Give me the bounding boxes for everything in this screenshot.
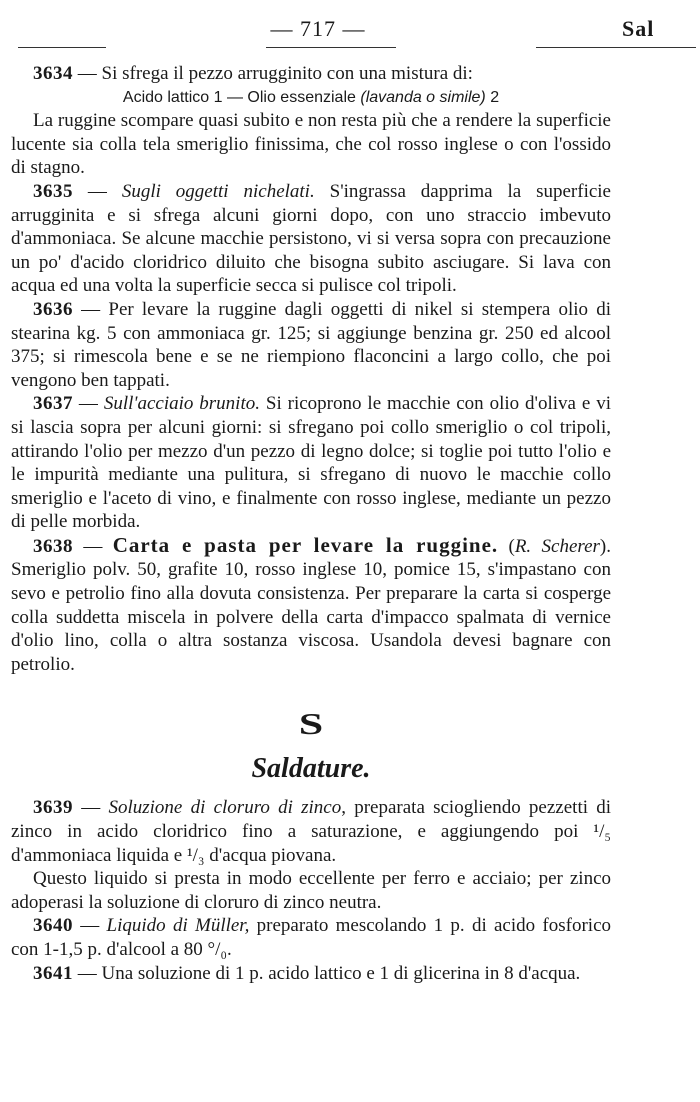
header-rule bbox=[536, 47, 696, 48]
entry-3635 bbox=[11, 180, 611, 298]
header-rule bbox=[18, 47, 106, 48]
page-number: — 717 — bbox=[270, 16, 366, 41]
entry-text: Si ricoprono le macchie con olio d'oliva e vi si lascia sopra per alcuni giorni: si sfregano poi collo smeriglio o col tripoli, attirando l'olio per mezzo d'un pezzo di legno dolce; si toglie poi tutto l'olio e le impurità mediante una pulitura, si sfregano di nuovo le macchie collo smeriglio e l'aceto di vino, e finalmente con rosso inglese, mediante un pezzo di pelle morbida. bbox=[11, 393, 611, 533]
entry-number: 3638 bbox=[33, 535, 73, 557]
entry-number: 3640 bbox=[33, 915, 73, 937]
section-letter: S bbox=[298, 706, 324, 742]
entry-number: 3636 bbox=[33, 298, 73, 320]
recipe-text: 2 bbox=[485, 88, 500, 106]
entry-3637 bbox=[11, 392, 611, 534]
entry-dash: — bbox=[73, 298, 109, 320]
entry-text: Per levare la ruggine dagli oggetti di nikel si stempera olio di stearina kg. 5 con ammoniaca gr. 125; si aggiunge benzina gr. 250 ed alcool 375; si rimescola bene e se ne riempiono flaconcini a largo collo, che poi vengono ben tappati. bbox=[11, 298, 611, 391]
entry-title: Soluzione di cloruro di zinco bbox=[108, 797, 342, 819]
entry-3638 bbox=[11, 534, 611, 677]
recipe-note: (lavanda o simile) bbox=[360, 88, 486, 106]
entry-text: preparato mescolando 1 p. di acido fosforico con 1-1,5 p. d'alcool a 80 °/₀. bbox=[11, 915, 612, 960]
page-header bbox=[16, 16, 655, 52]
entry-3634-body: La ruggine scompare quasi subito e non resta più che a rendere la superficie lucente sia colla tela smeriglio finissima, che col rosso inglese o con l'ossido di stagno. bbox=[11, 110, 611, 179]
entry-dash: — bbox=[73, 797, 109, 819]
entry-dash: — bbox=[73, 63, 102, 84]
entry-number: 3637 bbox=[33, 393, 73, 415]
entry-author: R. Scherer bbox=[514, 535, 600, 557]
entry-title: Sull'acciaio brunito. bbox=[103, 393, 260, 415]
entry-dash: — bbox=[73, 962, 102, 984]
entry-dash: — bbox=[73, 535, 113, 557]
running-head: Sal bbox=[622, 16, 655, 41]
section-title: Saldature. bbox=[251, 753, 371, 785]
recipe-line bbox=[11, 86, 611, 110]
recipe-text: Acido lattico 1 — Olio essenziale bbox=[122, 88, 361, 106]
entry-text: Smeriglio polv. 50, grafite 10, rosso inglese 10, pomice 15, s'impastano con sevo e petrolio fino alla dovuta consistenza. Per preparare la carta si cosperge colla suddetta miscela in polvere della carta d'impacco spalmata di vernice d'olio lino, colla o altra sostanza viscosa. Usandola devesi bagnare con petrolio. bbox=[11, 559, 611, 675]
entry-number: 3635 bbox=[33, 180, 73, 202]
entry-text: Una soluzione di 1 p. acido lattico e 1 di glicerina in 8 d'acqua. bbox=[101, 962, 581, 984]
entry-text: Si sfrega il pezzo arrugginito con una mistura di: bbox=[101, 63, 473, 84]
entry-number: 3641 bbox=[33, 962, 73, 984]
author-paren: ). bbox=[599, 535, 611, 557]
page-body bbox=[11, 62, 611, 985]
entry-title: Liquido di Müller, bbox=[106, 915, 250, 937]
entry-3634 bbox=[11, 62, 611, 86]
author-paren: ( bbox=[498, 535, 515, 557]
entry-3639 bbox=[11, 796, 611, 867]
entry-title: Sugli oggetti nichelati. bbox=[121, 180, 315, 202]
entry-dash: — bbox=[73, 915, 107, 937]
entry-3639-body: Questo liquido si presta in modo eccellente per ferro e acciaio; per zinco adoperasi la soluzione di cloruro di zinco neutra. bbox=[11, 868, 611, 913]
entry-number: 3634 bbox=[33, 63, 73, 84]
entry-3636 bbox=[11, 298, 611, 392]
entry-dash: — bbox=[73, 393, 104, 415]
entry-3641 bbox=[11, 962, 611, 986]
entry-dash: — bbox=[73, 180, 122, 202]
entry-3640 bbox=[11, 914, 611, 961]
entry-number: 3639 bbox=[33, 797, 73, 819]
header-rule bbox=[266, 47, 396, 48]
entry-title: Carta e pasta per levare la ruggine. bbox=[112, 532, 499, 557]
entry-text: , preparata sciogliendo pezzetti di zinco in acido cloridrico fino a saturazione, e aggiungendo poi ¹/₅ d'ammoniaca liquida e ¹/₃ d'acqua piovana. bbox=[11, 797, 612, 866]
entry-text: S'ingrassa dapprima la superficie arrugginita e si sfrega alcuni giorni dopo, con uno straccio imbevuto d'ammoniaca. Se alcune macchie persistono, vi si versa sopra con precauzione un po' d'acido cloridrico diluito che bisogna subito asciugare. Si lava con acqua ed una volta la superficie secca si pulisce col tripoli. bbox=[11, 180, 611, 297]
